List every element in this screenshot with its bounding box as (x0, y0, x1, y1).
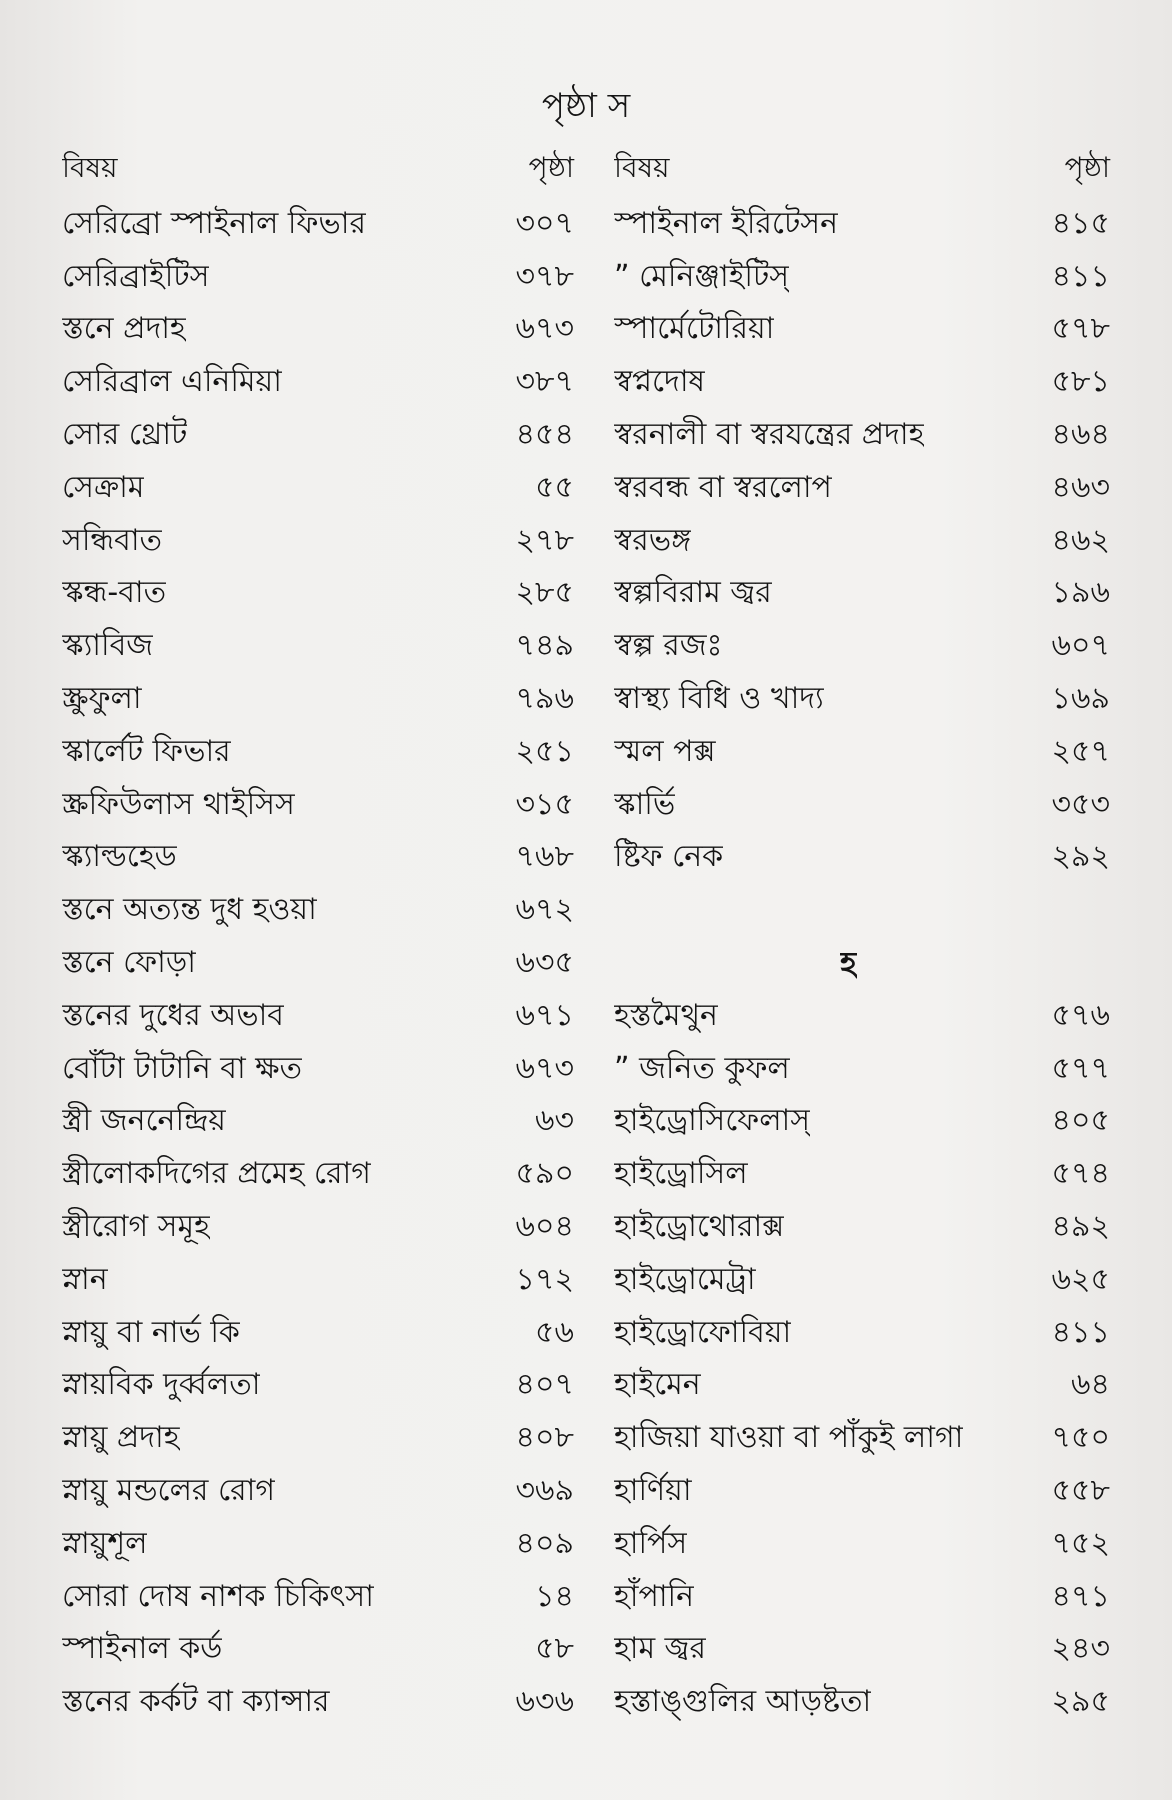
index-entry (614, 1677, 1110, 1730)
entry-page-number: ৩১৫ (515, 786, 574, 822)
index-entry (614, 1255, 1110, 1308)
entry-topic: স্তনের কর্কট বা ক্যান্সার (62, 1684, 330, 1720)
index-entry (62, 621, 574, 674)
entry-topic: স্ক্রফিউলাস থাইসিস (62, 786, 295, 822)
index-entry (62, 1466, 574, 1519)
entry-page-number: ৬৩ (534, 1103, 574, 1139)
entry-topic: স্ক্রুফুলা (62, 680, 142, 716)
index-entry (614, 621, 1110, 674)
entry-page-number: ৬০৪ (515, 1208, 574, 1244)
entry-page-number: ৬৭১ (515, 997, 574, 1033)
entry-page-number: ৫৭৬ (1051, 997, 1110, 1033)
entry-page-number: ৬৪ (1071, 1367, 1110, 1403)
entry-topic: সেরিব্রো স্পাইনাল ফিভার (62, 205, 366, 241)
entry-topic: সেক্রাম (62, 469, 145, 505)
entry-topic: স্বল্পবিরাম জ্বর (614, 575, 772, 611)
entry-topic: স্তনে অত্যন্ত দুধ হওয়া (62, 892, 317, 928)
entry-page-number: ৭৪৯ (515, 628, 574, 664)
entry-topic: হাজিয়া যাওয়া বা পাঁকুই লাগা (614, 1420, 964, 1456)
left-column (62, 146, 574, 1730)
index-entry (62, 304, 574, 357)
entry-topic: স্কার্লেট ফিভার (62, 733, 231, 769)
index-entry (614, 1413, 1110, 1466)
entry-page-number: ৫৯০ (515, 1156, 574, 1192)
entry-page-number: ৬৭৩ (515, 1050, 574, 1086)
entry-page-number: ৫৬ (535, 1314, 574, 1350)
entry-topic: স্ক্যাবিজ (62, 628, 154, 664)
entry-topic: স্পাইনাল ইরিটেসন (614, 205, 839, 241)
entry-page-number: ৪১১ (1051, 1314, 1110, 1350)
page-header: পৃষ্ঠা স (541, 86, 631, 126)
entry-page-number: ৩৫৩ (1051, 786, 1110, 822)
entry-topic: হার্ণিয়া (614, 1472, 692, 1508)
index-entry (62, 568, 574, 621)
entry-topic: হস্তমৈথুন (614, 997, 718, 1033)
entry-topic: স্ক্যাল্ডহেড (62, 839, 177, 875)
entry-page-number: ৩০৭ (515, 205, 574, 241)
entry-page-number: ২৫১ (515, 733, 574, 769)
entry-page-number: ৭৫২ (1051, 1525, 1110, 1561)
index-entry (62, 1149, 574, 1202)
entry-topic: স্বাস্থ্য বিধি ও খাদ্য (614, 680, 824, 716)
index-entry (62, 463, 574, 516)
entry-page-number: ৬০৭ (1051, 628, 1110, 664)
entry-page-number: ৬৭৩ (515, 311, 574, 347)
entry-topic: সেরিব্রাল এনিমিয়া (62, 364, 282, 400)
entry-page-number: ২৫৭ (1051, 733, 1110, 769)
entry-topic: হাইড্রোসিল (614, 1156, 748, 1192)
index-entry (614, 727, 1110, 780)
entry-page-number: ৬২৫ (1051, 1261, 1110, 1297)
entry-page-number: ৫৭৪ (1051, 1156, 1110, 1192)
entry-topic: ষ্টিফ নেক (614, 839, 724, 875)
index-entry (62, 1413, 574, 1466)
entry-topic: স্কন্ধ-বাত (62, 575, 167, 611)
entry-page-number: ১৭২ (515, 1261, 574, 1297)
entry-page-number: ৬৭২ (515, 892, 574, 928)
index-entry (62, 1519, 574, 1572)
entry-topic: স্নায়ু প্রদাহ (62, 1420, 180, 1456)
entry-topic: হাইড্রোমেট্রা (614, 1261, 756, 1297)
entry-topic: সেরিব্রাইটিস (62, 258, 210, 294)
index-entry (614, 1096, 1110, 1149)
entry-topic: হাইড্রোসিফেলাস্ (614, 1103, 811, 1139)
index-entry (614, 780, 1110, 833)
index-entry (62, 1572, 574, 1625)
topic-heading: বিষয় (614, 151, 670, 184)
entry-topic: হ (840, 943, 857, 982)
index-entry (614, 568, 1110, 621)
index-entry (62, 674, 574, 727)
index-entry (62, 780, 574, 833)
entry-topic: হাঁপানি (614, 1578, 695, 1614)
entry-page-number: ৭৬৮ (515, 839, 574, 875)
entry-topic: সোরা দোষ নাশক চিকিৎসা (62, 1578, 374, 1614)
entry-page-number: ১৪ (535, 1578, 574, 1614)
index-entry (614, 1360, 1110, 1413)
index-entry (62, 1677, 574, 1730)
index-entry (614, 1149, 1110, 1202)
entry-page-number: ৪০৭ (515, 1367, 574, 1403)
column-header (614, 146, 1110, 199)
index-entry (614, 1519, 1110, 1572)
index-entry (62, 1044, 574, 1097)
index-entry (62, 357, 574, 410)
entry-page-number: ৩৬৯ (515, 1472, 574, 1508)
index-entry (62, 1624, 574, 1677)
entry-topic: স্বরবন্ধ বা স্বরলোপ (614, 469, 832, 505)
entry-page-number: ৪৬৪ (1051, 416, 1110, 452)
index-entry (614, 1308, 1110, 1361)
entry-page-number: ৫৭৮ (1051, 311, 1110, 347)
entry-topic: স্পাইনাল কর্ড (62, 1631, 223, 1667)
entry-page-number: ৪১১ (1051, 258, 1110, 294)
entry-page-number: ৫৮ (535, 1631, 574, 1667)
column-header (62, 146, 574, 199)
entry-page-number: ৪৫৪ (515, 416, 574, 452)
entry-page-number: ২৯৫ (1051, 1684, 1110, 1720)
index-entry (62, 1096, 574, 1149)
entry-page-number: ৩৭৮ (515, 258, 574, 294)
entry-page-number: ৪৭১ (1051, 1578, 1110, 1614)
entry-page-number: ৪০৫ (1051, 1103, 1110, 1139)
entry-topic: হার্পিস (614, 1525, 688, 1561)
entry-topic: স্ত্রী জননেন্দ্রিয় (62, 1103, 226, 1139)
index-entry (614, 674, 1110, 727)
index-entry (62, 1308, 574, 1361)
entry-topic: হাম জ্বর (614, 1631, 707, 1667)
entry-topic: বোঁটা টাটানি বা ক্ষত (62, 1050, 303, 1086)
entry-page-number: ৪০৮ (515, 1420, 574, 1456)
entry-topic: হাইড্রোফোবিয়া (614, 1314, 792, 1350)
entry-page-number: ৭৯৬ (515, 680, 574, 716)
index-entry (614, 991, 1110, 1044)
index-entry (614, 304, 1110, 357)
topic-heading: বিষয় (62, 151, 118, 184)
entry-topic: স্বপ্নদোষ (614, 364, 706, 400)
entry-topic: স্তনের দুধের অভাব (62, 997, 284, 1033)
index-entry (62, 885, 574, 938)
index-entry (62, 199, 574, 252)
index-entry (614, 1466, 1110, 1519)
entry-page-number: ৪৬২ (1051, 522, 1110, 558)
entry-page-number: ১৬৯ (1051, 680, 1110, 716)
entry-page-number: ৪৬৩ (1051, 469, 1110, 505)
index-entry (62, 252, 574, 305)
index-entry (62, 516, 574, 569)
entry-page-number: ৩৮৭ (515, 364, 574, 400)
entry-topic: হাইড্রোথোরাক্স (614, 1208, 785, 1244)
entry-topic: ” মেনিঞ্জাইটিস্ (614, 258, 790, 294)
page-heading: পৃষ্ঠা (1064, 151, 1110, 184)
index-entry (614, 199, 1110, 252)
index-entry (614, 410, 1110, 463)
entry-topic: হস্তাঙ্গুলির আড়ষ্টতা (614, 1684, 872, 1720)
index-entry (62, 1255, 574, 1308)
entry-topic: সন্ধিবাত (62, 522, 163, 558)
index-entry (614, 832, 1110, 885)
index-entry (62, 991, 574, 1044)
entry-topic: স্বরভঙ্গ (614, 522, 692, 558)
entry-topic: সোর থ্রোট (62, 416, 188, 452)
entry-page-number: ২৮৫ (515, 575, 574, 611)
entry-page-number: ৪১৫ (1051, 205, 1110, 241)
entry-topic: স্তনে প্রদাহ (62, 311, 186, 347)
index-entry (62, 727, 574, 780)
right-column (614, 146, 1110, 1730)
entry-page-number: ৫৫ (535, 469, 574, 505)
index-entry (614, 1202, 1110, 1255)
index-entry (62, 1202, 574, 1255)
entry-page-number: ২৭৮ (515, 522, 574, 558)
entry-page-number: ৬৩৫ (515, 944, 574, 980)
entry-topic: স্কার্ভি (614, 786, 676, 822)
entry-page-number: ৫৮১ (1051, 364, 1110, 400)
section-letter (614, 938, 1110, 991)
entry-page-number: ৭৫০ (1051, 1420, 1110, 1456)
entry-topic: স্বরনালী বা স্বরযন্ত্রের প্রদাহ (614, 416, 925, 452)
entry-page-number: ৬৩৬ (515, 1684, 574, 1720)
index-entry (62, 1360, 574, 1413)
entry-topic: হাইমেন (614, 1367, 701, 1403)
entry-page-number: ২৯২ (1051, 839, 1110, 875)
entry-page-number: ৫৫৮ (1051, 1472, 1110, 1508)
entry-page-number: ২৪৩ (1051, 1631, 1110, 1667)
entry-topic: স্নান (62, 1261, 108, 1297)
entry-page-number: ৪০৯ (515, 1525, 574, 1561)
index-entry (614, 1572, 1110, 1625)
index-entry (614, 463, 1110, 516)
index-entry (614, 1624, 1110, 1677)
entry-topic: স্পার্মেটোরিয়া (614, 311, 775, 347)
entry-topic: ” জনিত কুফল (614, 1050, 790, 1086)
index-entry (614, 252, 1110, 305)
entry-topic: স্নায়ু বা নার্ভ কি (62, 1314, 240, 1350)
index-entry (62, 832, 574, 885)
entry-topic: স্বল্প রজঃ (614, 628, 723, 664)
entry-topic: স্ত্রীলোকদিগের প্রমেহ রোগ (62, 1156, 371, 1192)
entry-topic: স্নায়ু মন্ডলের রোগ (62, 1472, 275, 1508)
entry-page-number: ৪৯২ (1051, 1208, 1110, 1244)
index-entry (614, 1044, 1110, 1097)
page-heading: পৃষ্ঠা (528, 151, 574, 184)
index-entry (614, 885, 1110, 938)
entry-topic: স্তনে ফোড়া (62, 944, 196, 980)
entry-topic: স্মল পক্স (614, 733, 716, 769)
entry-page-number: ৫৭৭ (1051, 1050, 1110, 1086)
entry-topic: স্নায়বিক দুর্ব্বলতা (62, 1367, 261, 1403)
index-entry (62, 410, 574, 463)
entry-topic: স্নায়ুশূল (62, 1525, 148, 1561)
index-entry (614, 357, 1110, 410)
index-entry (62, 938, 574, 991)
entry-page-number: ১৯৬ (1051, 575, 1110, 611)
index-entry (614, 516, 1110, 569)
entry-topic: স্ত্রীরোগ সমূহ (62, 1208, 210, 1244)
